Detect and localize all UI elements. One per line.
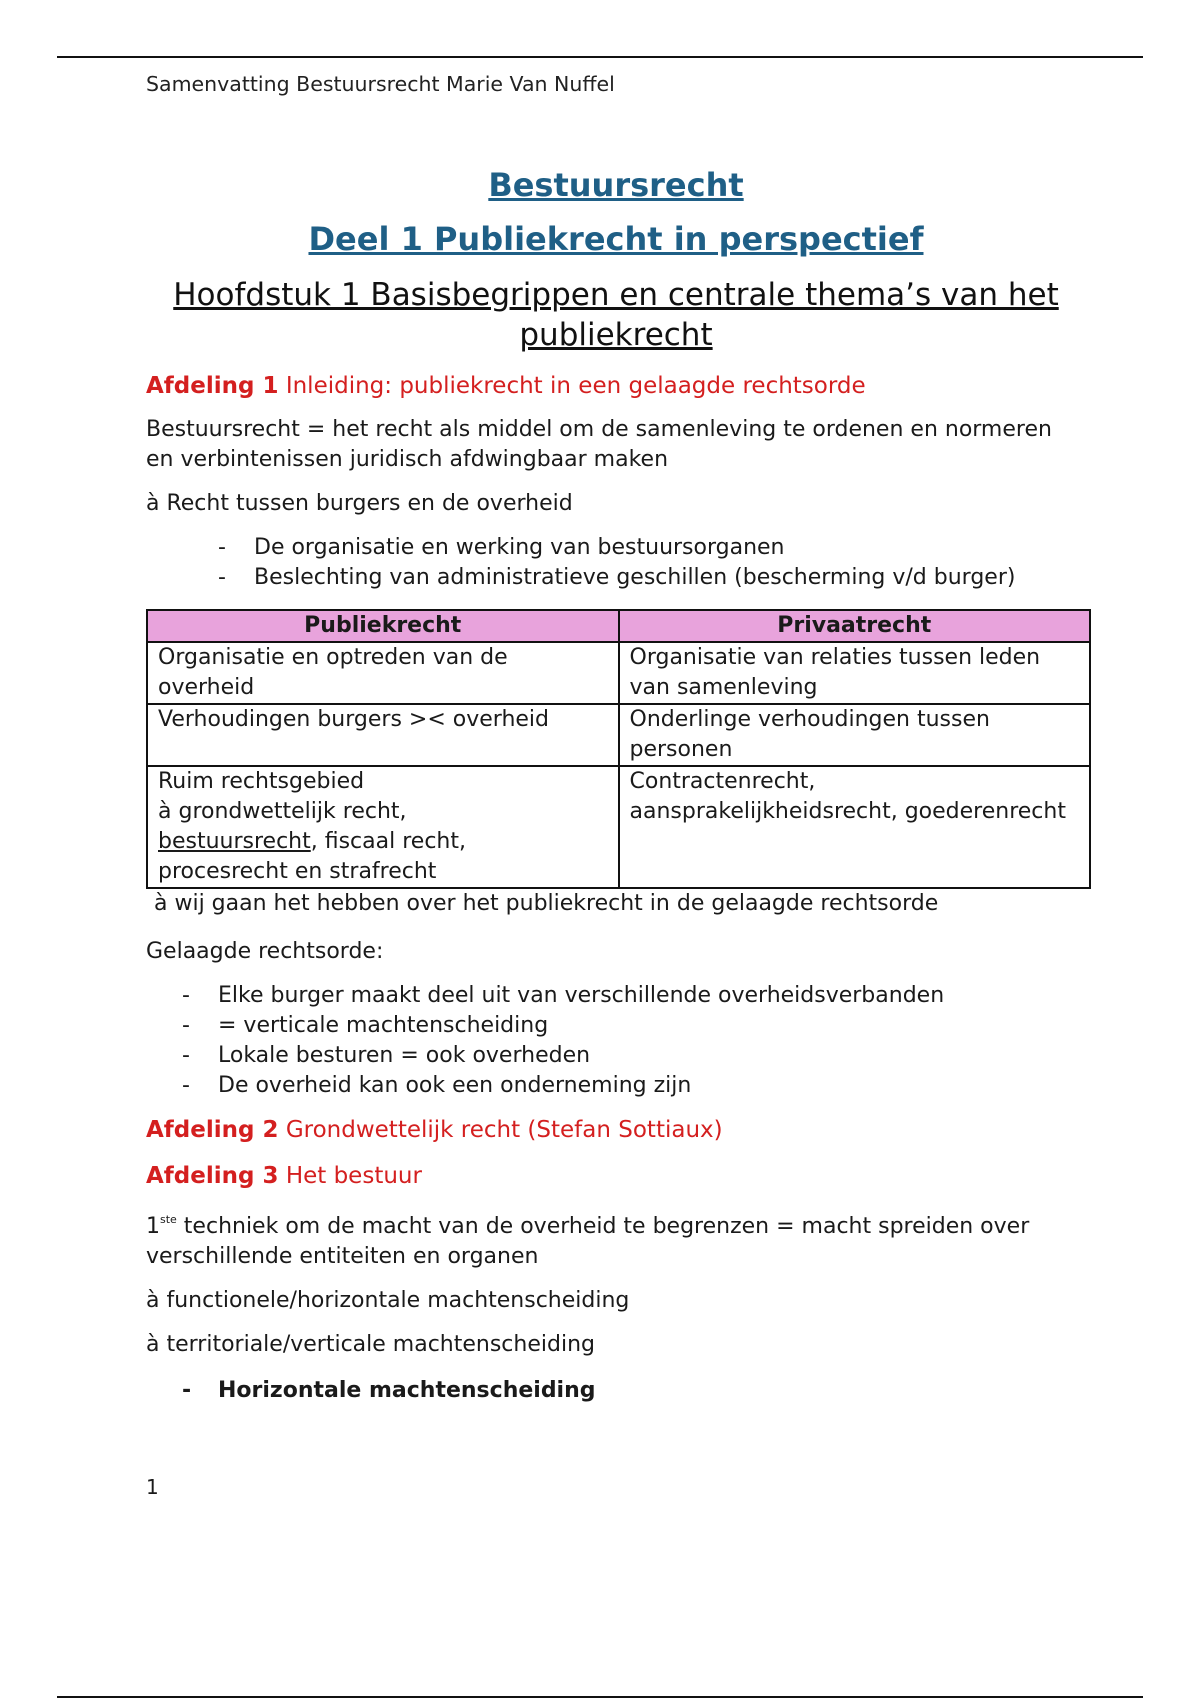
afdeling-2-title: Grondwettelijk recht (Stefan Sottiaux) xyxy=(285,1116,723,1143)
table-header-publiek: Publiekrecht xyxy=(147,610,619,642)
horizontale-list xyxy=(146,1376,1086,1406)
table-row xyxy=(147,766,1090,888)
page-content xyxy=(146,72,1086,1406)
arrow-line-verticaal: à territoriale/verticale machtenscheiding xyxy=(146,1331,595,1357)
list-item: - De organisatie en werking van bestuursorganen xyxy=(218,534,785,560)
afdeling-1-label: Afdeling 1 xyxy=(146,372,279,399)
table-cell: Organisatie en optreden van de overheid xyxy=(147,642,619,704)
afdeling-2-label: Afdeling 2 xyxy=(146,1116,279,1143)
list-item: - Elke burger maakt deel uit van verschillende overheidsverbanden xyxy=(182,982,945,1008)
afdeling-3-title: Het bestuur xyxy=(285,1162,422,1189)
table-header-privaat: Privaatrecht xyxy=(619,610,1091,642)
afdeling-1-heading xyxy=(146,371,1086,401)
afdeling-3-heading xyxy=(146,1161,1086,1191)
table-row xyxy=(147,704,1090,766)
comparison-table xyxy=(146,609,1091,889)
main-title: Bestuursrecht xyxy=(488,166,744,204)
top-rule xyxy=(57,56,1143,58)
definition-paragraph: Bestuursrecht = het recht als middel om de samenleving te ordenen en normeren en verbintenissen juridisch afdwingbaar maken xyxy=(146,416,1052,472)
afdeling-1-title: Inleiding: publiekrecht in een gelaagde rechtsorde xyxy=(285,372,866,399)
list-item: - Horizontale machtenscheiding xyxy=(182,1377,596,1403)
afdeling-2-heading xyxy=(146,1115,1086,1145)
table-cell: Onderlinge verhoudingen tussen personen xyxy=(619,704,1091,766)
technique-paragraph: 1ste techniek om de macht van de overheid te begrenzen = macht spreiden over verschillende entiteiten en organen xyxy=(146,1212,1030,1269)
gelaagde-label: Gelaagde rechtsorde: xyxy=(146,938,384,964)
after-table-line: à wij gaan het hebben over het publiekrecht in de gelaagde rechtsorde xyxy=(154,890,939,916)
part-title: Deel 1 Publiekrecht in perspectief xyxy=(308,220,924,259)
table-cell: Contractenrecht, aansprakelijkheidsrecht, goederenrecht xyxy=(619,766,1091,888)
list-item: - De overheid kan ook een onderneming zijn xyxy=(182,1072,692,1098)
table-cell: Ruim rechtsgebied à grondwettelijk recht, bestuursrecht, fiscaal recht, procesrecht en strafrecht xyxy=(147,766,619,888)
table-cell: Organisatie van relaties tussen leden van samenleving xyxy=(619,642,1091,704)
table-cell: Verhoudingen burgers >< overheid xyxy=(147,704,619,766)
arrow-line-burgers: à Recht tussen burgers en de overheid xyxy=(146,490,573,516)
bestuursorganen-list xyxy=(146,533,1044,593)
table-header-row xyxy=(147,610,1090,642)
afdeling-3-label: Afdeling 3 xyxy=(146,1162,279,1189)
bottom-rule xyxy=(57,1696,1143,1698)
list-item: - = verticale machtenscheiding xyxy=(182,1012,549,1038)
list-item: - Lokale besturen = ook overheden xyxy=(182,1042,591,1068)
page-number: 1 xyxy=(146,1475,159,1499)
list-item: - Beslechting van administratieve geschillen (bescherming v/d burger) xyxy=(218,564,1016,590)
table-row xyxy=(147,642,1090,704)
chapter-title: Hoofdstuk 1 Basisbegrippen en centrale thema’s van het publiekrecht xyxy=(173,276,1059,353)
running-header: Samenvatting Bestuursrecht Marie Van Nuffel xyxy=(146,72,615,96)
arrow-line-horizontal: à functionele/horizontale machtenscheiding xyxy=(146,1287,630,1313)
gelaagde-list xyxy=(146,981,1086,1101)
